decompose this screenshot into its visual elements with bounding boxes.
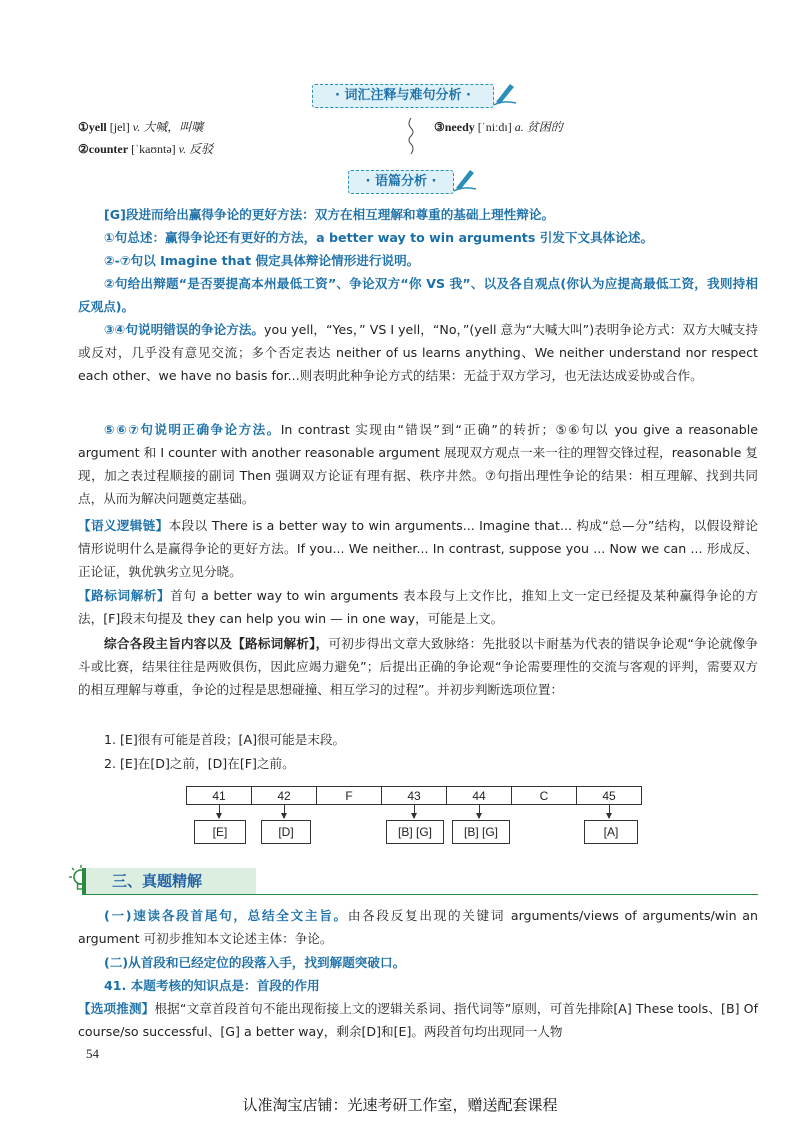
- order-cell: 44: [447, 787, 512, 805]
- analysis-paragraph: [G]段进而给出赢得争论的更好方法：双方在相互理解和尊重的基础上理性辩论。: [104, 207, 555, 222]
- order-cell: 41: [187, 787, 252, 805]
- pen-icon: [492, 78, 518, 106]
- analysis-paragraph: 综合各段主旨内容以及【路标词解析】，可初步得出文章大致脉络：先批驳以卡耐基为代表的错误争论观“争论就像争斗或比赛，结果往往是两败俱伤，因此应竭力避免”；后提出正确的争论观“争论需要理性的交流与客观的评判，需要双方的相互理解与尊重，争论的过程是思想碰撞、相互学习的过程”。并初步判断选项位置：: [78, 636, 759, 697]
- analysis-paragraph: 【路标词解析】首句 a better way to win arguments 表本段与上文作比，推知上文一定已经提及某种赢得争论的方法，[F]段末句提及 they can help you win — in one way，可能是上文。: [78, 588, 759, 626]
- order-table: [186, 786, 642, 805]
- order-cell: 43: [382, 787, 447, 805]
- answer-box: [E]: [194, 820, 246, 844]
- order-cell: C: [512, 787, 577, 805]
- pen-icon: [452, 164, 478, 192]
- brace-divider: [406, 116, 416, 156]
- answer-box: [D]: [261, 820, 311, 844]
- analysis-paragraph: ②句给出辩题“是否要提高本州最低工资”、争论双方“你 VS 我”、以及各自观点(你认为应提高最低工资，我则持相反观点)。: [78, 276, 758, 314]
- solution-paragraph: (二)从首段和已经定位的段落入手，找到解题突破口。: [104, 955, 406, 970]
- analysis-paragraph: ②-⑦句以 Imagine that 假定具体辩论情形进行说明。: [104, 253, 420, 268]
- page-number: 54: [86, 1046, 99, 1061]
- list-item: 2. [E]在[D]之前，[D]在[F]之前。: [104, 756, 295, 771]
- solution-paragraph: 41. 本题考核的知识点是：首段的作用: [104, 978, 320, 993]
- section-header-vocab: · 词汇注释与难句分析 ·: [312, 84, 494, 108]
- order-cell: 42: [252, 787, 317, 805]
- arrow-down: [284, 805, 285, 818]
- solution-paragraph: (一)速读各段首尾句，总结全文主旨。由各段反复出现的关键词 arguments/views of arguments/win an argument 可初步推知本文论述主体：争论。: [78, 908, 758, 946]
- analysis-paragraph: 【语义逻辑链】本段以 There is a better way to win arguments... Imagine that... 构成“总—分”结构，以假设辩论情形说明什么是赢得争论的更好方法。If you... We neither... In contrast, suppose you ... Now we can ... 形成反、正论证，孰优孰劣立见分晓。: [78, 518, 758, 579]
- answer-box: [B] [G]: [452, 820, 510, 844]
- vocab-needy: ③needy [ˈniːdɪ] a. 贫困的: [434, 120, 563, 134]
- section-header-discourse: · 语篇分析 ·: [348, 170, 454, 194]
- arrow-down: [414, 805, 415, 818]
- solution-paragraph: 【选项推测】根据“文章首段首句不能出现衔接上文的逻辑关系词、指代词等”原则，可首先排除[A] These tools、[B] Of course/so successful、[G] a better way，剩余[D]和[E]。两段首句均出现同一人物: [78, 1001, 759, 1039]
- section-header-solutions: [82, 868, 256, 894]
- arrow-down: [219, 805, 220, 818]
- vocab-counter: ②counter [ˈkaʊntə] v. 反驳: [78, 142, 214, 156]
- order-cell: F: [317, 787, 382, 805]
- order-cell: 45: [577, 787, 642, 805]
- answer-box: [B] [G]: [386, 820, 444, 844]
- list-item: 1. [E]很有可能是首段；[A]很可能是末段。: [104, 732, 346, 747]
- footer-text: 认准淘宝店铺：光速考研工作室，赠送配套课程: [242, 1096, 558, 1114]
- analysis-paragraph: ①句总述：赢得争论还有更好的方法，a better way to win arguments 引发下文具体论述。: [104, 230, 654, 245]
- section-title: 三、真题精解: [112, 872, 203, 890]
- analysis-paragraph: ③④句说明错误的争论方法。you yell，“Yes，” VS I yell，“No，”(yell 意为“大喊大叫”)表明争论方式：双方大喊支持或反对，几乎没有意见交流；多个否定表达 neither of us learns anything、We neither understand nor respect each other、we have no basis for...则表明此种争论方式的结果：无益于双方学习，也无法达成妥协或合作。: [78, 322, 759, 383]
- arrow-down: [479, 805, 480, 818]
- arrow-down: [609, 805, 610, 818]
- vocab-yell: ①yell [jel] v. 大喊，叫嚷: [78, 120, 204, 134]
- analysis-paragraph: ⑤⑥⑦句说明正确争论方法。In contrast 实现由“错误”到“正确”的转折；⑤⑥句以 you give a reasonable argument 和 I counter with another reasonable argument 展现双方观点一来一往的理智交锋过程，reasonable 复现，加之表过程顺接的副词 Then 强调双方论证有理有据、秩序井然。⑦句指出理性争论的结果：相互理解、找到共同点，从而为解决问题奠定基础。: [78, 422, 758, 506]
- divider: [82, 894, 758, 895]
- answer-box: [A]: [584, 820, 638, 844]
